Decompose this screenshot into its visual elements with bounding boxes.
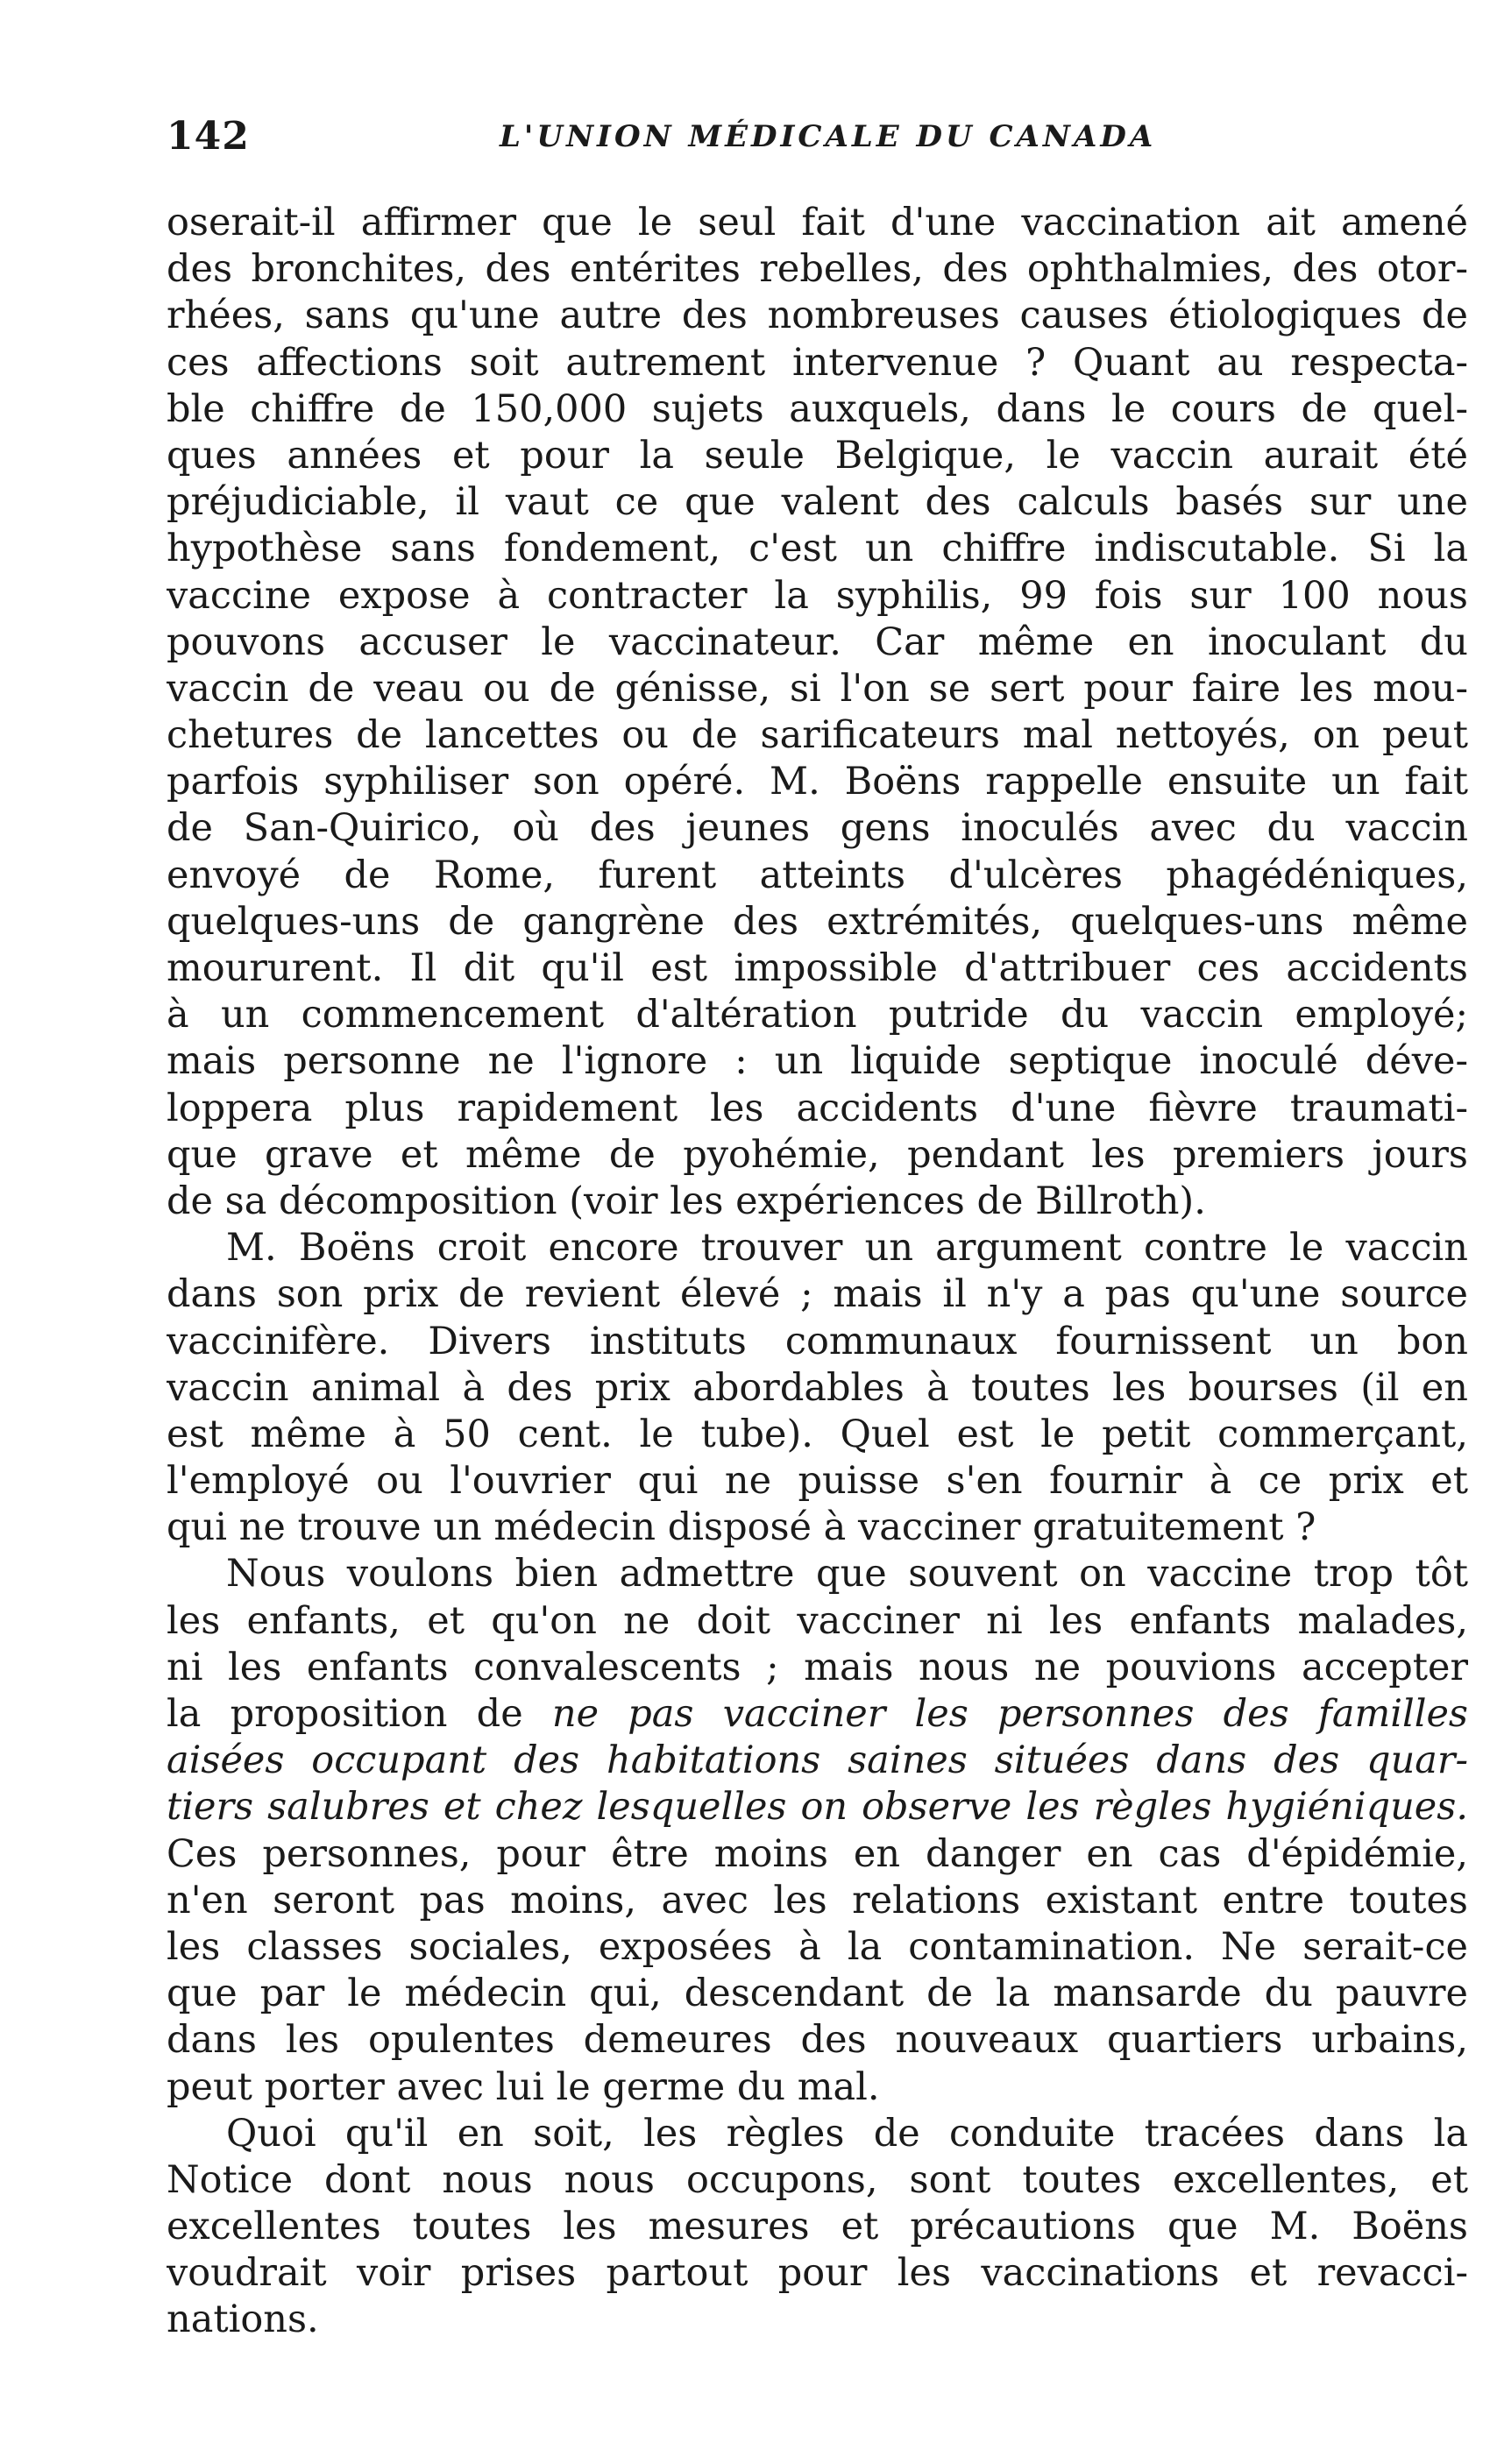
text-line: oserait-il affirmer que le seul fait d'une vaccination ait amené [167, 201, 1468, 244]
text-line: qui ne trouve un médecin disposé à vacciner gratuitement ? [167, 1505, 1316, 1550]
text-line: vaccine expose à contracter la syphilis, 99 fois sur 100 nous [167, 573, 1468, 618]
text-line: envoyé de Rome, furent atteints d'ulcères phagédéniques, [167, 853, 1468, 897]
text-line: mais personne ne l'ignore : un liquide septique inoculé déve- [167, 1039, 1468, 1084]
text-line: à un commencement d'altération putride du vaccin employé; [167, 993, 1468, 1037]
text-line: préjudiciable, il vaut ce que valent des calculs basés sur une [167, 480, 1468, 525]
running-title: L'UNION MÉDICALE DU CANADA [500, 119, 1157, 154]
text-line: dans son prix de revient élevé ; mais il n'y a pas qu'une source [167, 1272, 1468, 1317]
text-line: excellentes toutes les mesures et précautions que M. Boëns [167, 2205, 1468, 2249]
text-line: les enfants, et qu'on ne doit vacciner ni les enfants malades, [167, 1598, 1468, 1643]
text-line: vaccinifère. Divers instituts communaux fournissent un bon [167, 1319, 1468, 1363]
text-line: ble chiffre de 150,000 sujets auxquels, dans le cours de quel- [167, 386, 1468, 431]
text-line: loppera plus rapidement les accidents d'une fièvre traumati- [167, 1086, 1468, 1130]
text-line: vaccin animal à des prix abordables à toutes les bourses (il en [167, 1365, 1468, 1410]
text-line: ques années et pour la seule Belgique, le vaccin aurait été [167, 433, 1468, 478]
text-italic: ne pas vacciner les personnes des familles [551, 1692, 1468, 1736]
text-line: rhées, sans qu'une autre des nombreuses causes étiologiques de [167, 294, 1468, 338]
text-line: chetures de lancettes ou de sarificateurs mal nettoyés, on peut [167, 713, 1468, 758]
body-text [167, 200, 1468, 2344]
text-line: dans les opulentes demeures des nouveaux quartiers urbains, [167, 2018, 1468, 2063]
text-roman: la proposition de [167, 1692, 552, 1736]
text-line: voudrait voir prises partout pour les vaccinations et revacci- [167, 2251, 1468, 2296]
text-line: M. Boëns croit encore trouver un argument contre le vaccin [226, 1226, 1468, 1271]
text-line: les classes sociales, exposées à la contamination. Ne serait-ce [167, 1924, 1468, 1969]
text-line: parfois syphiliser son opéré. M. Boëns rappelle ensuite un fait [167, 760, 1468, 804]
text-line: vaccin de veau ou de génisse, si l'on se sert pour faire les mou- [167, 666, 1468, 711]
text-line: tiers salubres et chez lesquelles on observe les règles hygiéniques. [167, 1785, 1468, 1830]
text-line: ces affections soit autrement intervenue ? Quant au respecta- [167, 340, 1468, 385]
text-line: moururent. Il dit qu'il est impossible d'attribuer ces accidents [167, 946, 1468, 990]
text-line: n'en seront pas moins, avec les relations existant entre toutes [167, 1878, 1468, 1922]
text-line: de San-Quirico, où des jeunes gens inoculés avec du vaccin [167, 806, 1468, 851]
text-line: des bronchites, des entérites rebelles, des ophthalmies, des otor- [167, 247, 1468, 292]
text-line-mixed [167, 1691, 1468, 1738]
text-line: que grave et même de pyohémie, pendant les premiers jours [167, 1132, 1468, 1177]
text-line: Quoi qu'il en soit, les règles de conduite tracées dans la [226, 2111, 1468, 2156]
text-line: Nous voulons bien admettre que souvent on vaccine trop tôt [226, 1552, 1468, 1597]
text-line: aisées occupant des habitations saines situées dans des quar- [167, 1738, 1468, 1783]
text-line: pouvons accuser le vaccinateur. Car même en inoculant du [167, 620, 1468, 664]
text-line: est même à 50 cent. le tube). Quel est le petit commerçant, [167, 1412, 1468, 1456]
page-number: 142 [167, 114, 250, 159]
text-line: quelques-uns de gangrène des extrémités, quelques-uns même [167, 899, 1468, 944]
text-line: Ces personnes, pour être moins en danger en cas d'épidémie, [167, 1831, 1468, 1876]
text-line: peut porter avec lui le germe du mal. [167, 2064, 880, 2109]
page-header [167, 114, 1341, 166]
text-line: de sa décomposition (voir les expériences de Billroth). [167, 1179, 1206, 1223]
text-line: nations. [167, 2298, 319, 2342]
text-line: hypothèse sans fondement, c'est un chiffre indiscutable. Si la [167, 527, 1468, 571]
text-line: ni les enfants convalescents ; mais nous ne pouvions accepter [167, 1645, 1468, 1689]
text-line: l'employé ou l'ouvrier qui ne puisse s'en fournir à ce prix et [167, 1459, 1468, 1504]
text-line: que par le médecin qui, descendant de la mansarde du pauvre [167, 1972, 1468, 2016]
text-line: Notice dont nous nous occupons, sont toutes excellentes, et [167, 2157, 1468, 2202]
